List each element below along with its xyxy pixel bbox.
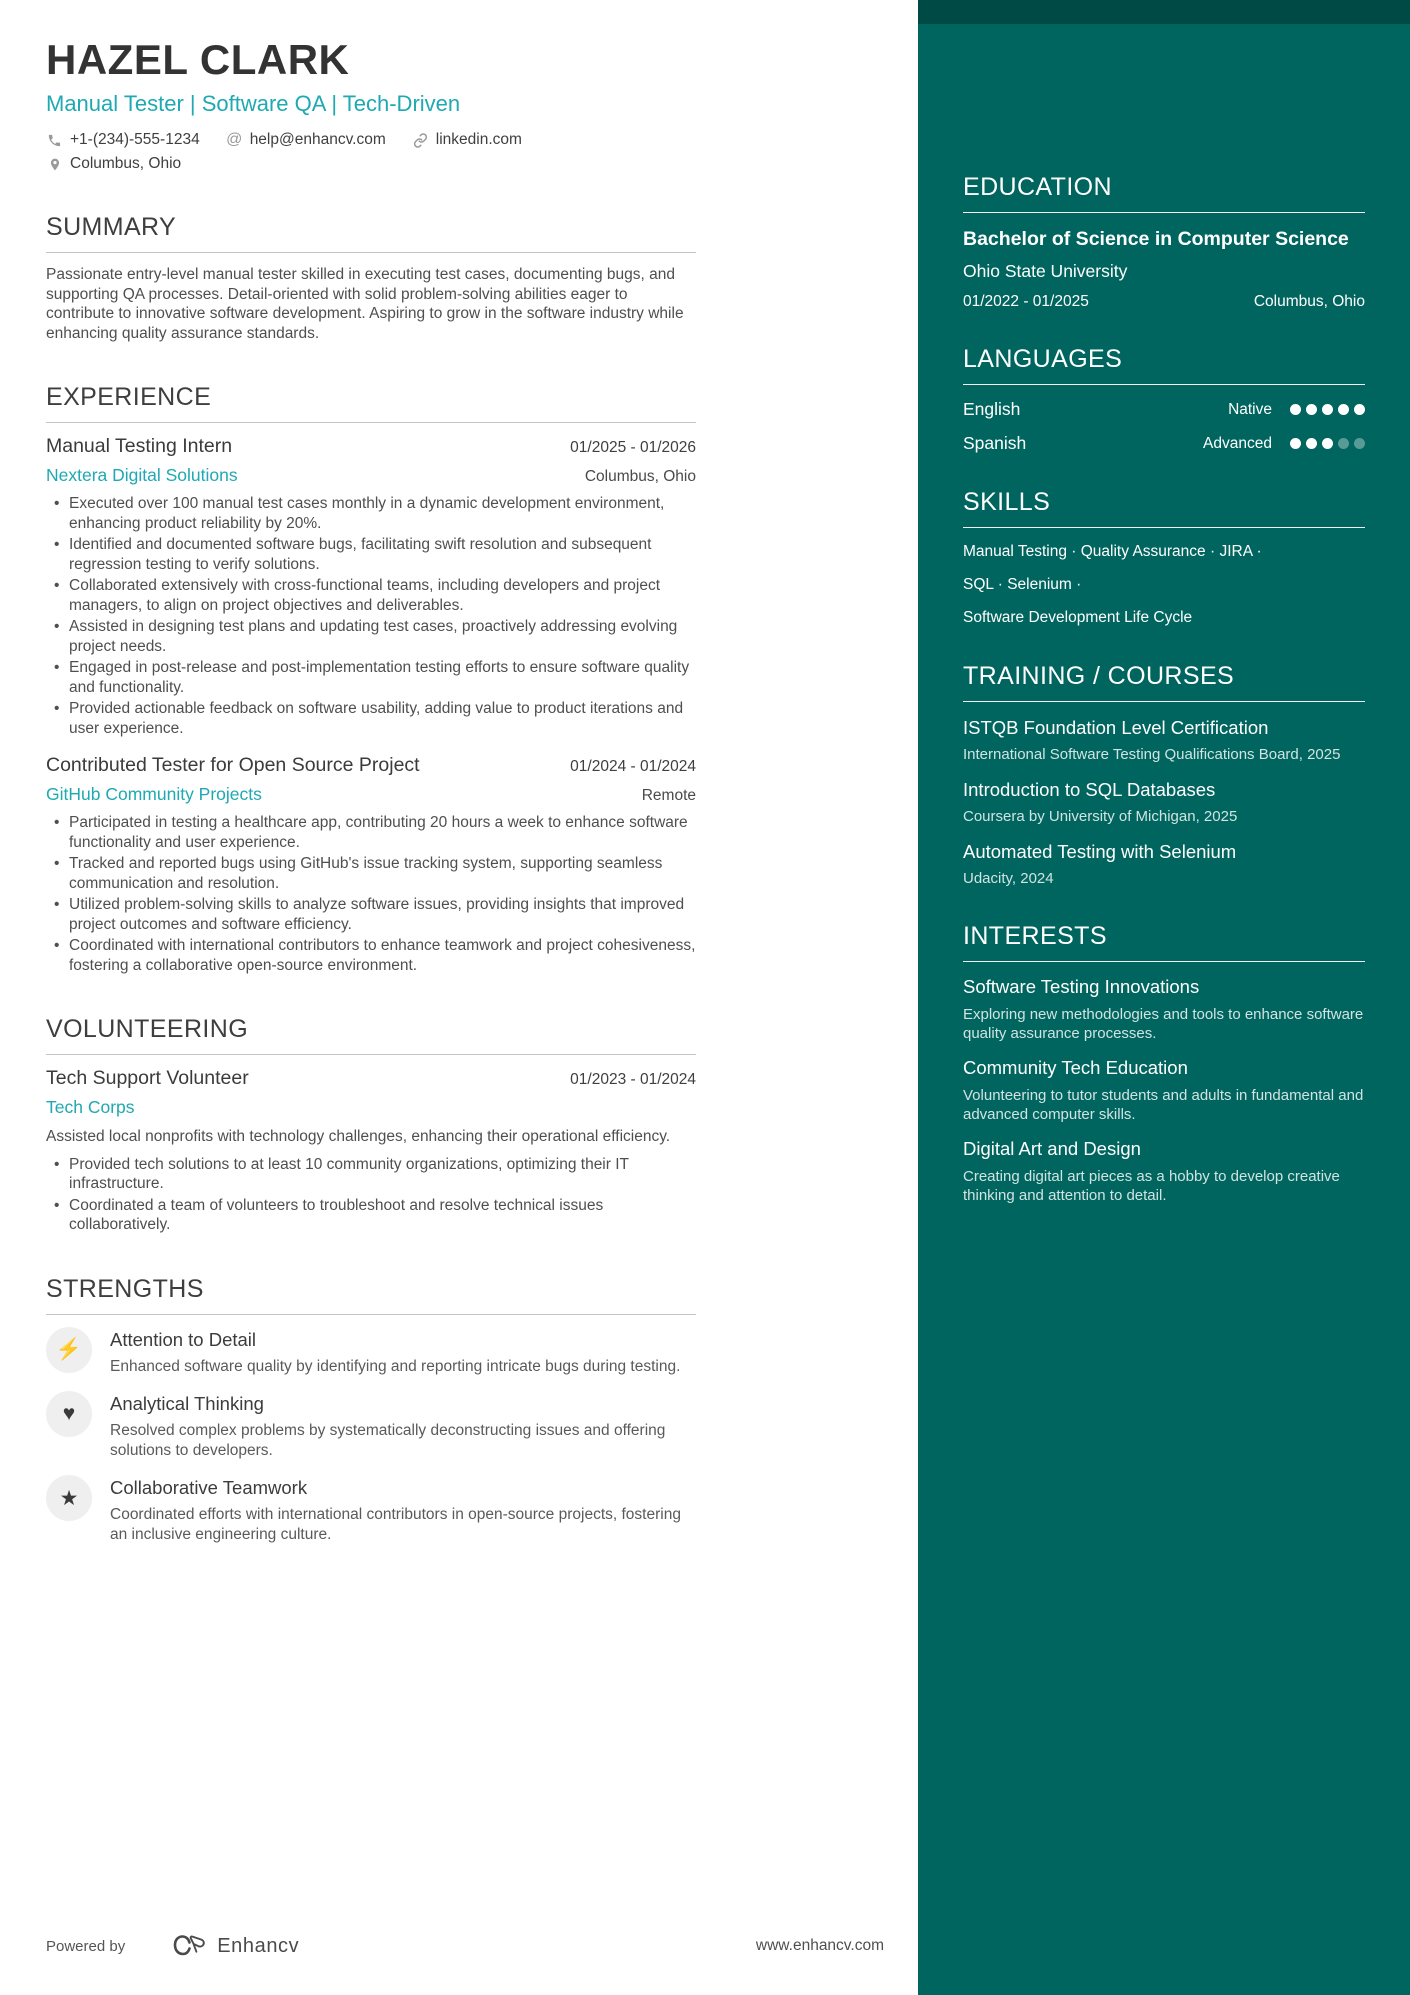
languages-heading: LANGUAGES	[963, 345, 1123, 373]
brand-name: Enhancv	[217, 1934, 300, 1957]
lightning-bolt-icon: ⚡	[46, 1327, 92, 1373]
strength-item	[46, 1475, 696, 1544]
interest-item	[963, 1138, 1365, 1205]
volunteer-org: Tech Corps	[46, 1097, 135, 1117]
location-contact	[46, 155, 181, 173]
job-bullet: • Tracked and reported bugs using GitHub's issue tracking system, supporting seamless communication and resolution.	[46, 854, 696, 893]
job-bullet: • Provided actionable feedback on software usability, adding value to product iterations and user experience.	[46, 699, 696, 738]
volunteer-dates: 01/2023 - 01/2024	[570, 1071, 696, 1088]
volunteer-bullet: • Provided tech solutions to at least 10 community organizations, optimizing their IT infrastructure.	[46, 1155, 696, 1194]
strength-item	[46, 1391, 696, 1460]
job-bullet: • Assisted in designing test plans and updating test cases, proactively addressing evolving project needs.	[46, 617, 696, 656]
skills-line: Software Development Life Cycle	[963, 609, 1193, 626]
language-row	[963, 433, 1365, 454]
school-name: Ohio State University	[963, 261, 1128, 281]
strength-text: Enhanced software quality by identifying and reporting intricate bugs during testing.	[110, 1357, 681, 1375]
interest-title: Software Testing Innovations	[963, 976, 1200, 997]
email-at-icon: @	[226, 131, 243, 148]
phone-contact[interactable]	[46, 131, 200, 149]
link-icon	[412, 132, 429, 149]
phone-icon	[46, 132, 63, 149]
linkedin-url: linkedin.com	[435, 131, 522, 148]
language-level: Advanced	[1203, 434, 1272, 452]
language-proficiency-dots	[1290, 404, 1365, 415]
job-location: Columbus, Ohio	[584, 468, 696, 485]
degree-title: Bachelor of Science in Computer Science	[963, 228, 1349, 250]
training-section	[963, 662, 1365, 888]
job-company: GitHub Community Projects	[46, 784, 262, 804]
volunteering-section	[46, 1015, 696, 1235]
job-bullet: • Utilized problem-solving skills to analyze software issues, providing insights that improved project outcomes and software efficiency.	[46, 895, 696, 934]
education-dates: 01/2022 - 01/2025	[963, 293, 1089, 310]
job-bullet: • Executed over 100 manual test cases monthly in a dynamic development environment, enhancing product reliability by 20%.	[46, 494, 696, 533]
contact-info	[46, 131, 696, 173]
job-bullet: • Participated in testing a healthcare app, contributing 20 hours a week to enhance software functionality and user experience.	[46, 813, 696, 852]
strength-text: Coordinated efforts with international contributors in open-source projects, fostering an inclusive engineering culture.	[110, 1506, 681, 1543]
strength-title: Attention to Detail	[110, 1328, 257, 1350]
header	[46, 36, 696, 173]
sidebar-divider	[963, 961, 1365, 962]
enhancv-logo-icon	[173, 1933, 207, 1959]
job-company: Nextera Digital Solutions	[46, 465, 238, 485]
course-item	[963, 840, 1365, 888]
job-title: Manual Testing Intern	[46, 435, 233, 457]
section-divider	[46, 1054, 696, 1055]
education-heading: EDUCATION	[963, 173, 1112, 201]
job-bullet-list	[46, 813, 696, 975]
course-title: Automated Testing with Selenium	[963, 841, 1237, 862]
job-bullet: • Collaborated extensively with cross-functional teams, including developers and project managers, to align on project objectives and deliverables.	[46, 576, 696, 615]
language-name: Spanish	[963, 433, 1027, 453]
sidebar-divider	[963, 212, 1365, 213]
experience-entry	[46, 435, 696, 738]
interest-title: Community Tech Education	[963, 1057, 1188, 1078]
star-icon: ★	[46, 1475, 92, 1521]
volunteer-title: Tech Support Volunteer	[46, 1067, 249, 1089]
course-subtitle: Coursera by University of Michigan, 2025	[963, 808, 1238, 825]
job-dates: 01/2024 - 01/2024	[570, 758, 696, 775]
linkedin-contact[interactable]	[412, 131, 522, 149]
volunteer-description: Assisted local nonprofits with technology challenges, enhancing their operational efficiency.	[46, 1128, 671, 1145]
language-level: Native	[1228, 400, 1272, 418]
skills-section	[963, 488, 1365, 628]
language-proficiency-dots	[1290, 438, 1365, 449]
location-text: Columbus, Ohio	[70, 155, 182, 172]
course-item	[963, 778, 1365, 826]
job-bullet-list	[46, 494, 696, 738]
interest-text: Creating digital art pieces as a hobby to develop creative thinking and attention to detail.	[963, 1168, 1340, 1204]
phone-number: +1-(234)-555-1234	[70, 131, 200, 148]
interest-title: Digital Art and Design	[963, 1138, 1141, 1159]
sidebar-top-band	[918, 0, 1410, 24]
experience-entry	[46, 754, 696, 975]
language-row	[963, 399, 1365, 420]
strengths-section	[46, 1275, 696, 1545]
job-location: Remote	[641, 787, 696, 804]
interest-text: Volunteering to tutor students and adults in fundamental and advanced computer skills.	[963, 1087, 1364, 1123]
experience-heading: EXPERIENCE	[46, 383, 212, 411]
interest-text: Exploring new methodologies and tools to enhance software quality assurance processes.	[963, 1006, 1364, 1042]
email-address: help@enhancv.com	[249, 131, 386, 148]
section-divider	[46, 1314, 696, 1315]
language-name: English	[963, 399, 1021, 419]
volunteer-bullet-list	[46, 1155, 696, 1235]
interests-heading: INTERESTS	[963, 922, 1107, 950]
education-location: Columbus, Ohio	[1253, 293, 1365, 310]
strength-item	[46, 1327, 696, 1377]
heart-icon: ♥	[46, 1391, 92, 1437]
strength-title: Collaborative Teamwork	[110, 1477, 308, 1498]
job-bullet: • Identified and documented software bugs, facilitating swift resolution and subsequent regression testing to verify solutions.	[46, 535, 696, 574]
website-url[interactable]: www.enhancv.com	[755, 1937, 884, 1954]
sidebar-divider	[963, 384, 1365, 385]
sidebar-divider	[963, 701, 1365, 702]
person-name: HAZEL CLARK	[46, 36, 350, 83]
course-subtitle: International Software Testing Qualifications Board, 2025	[963, 746, 1341, 763]
section-divider	[46, 422, 696, 423]
course-title: Introduction to SQL Databases	[963, 779, 1216, 800]
strength-title: Analytical Thinking	[110, 1393, 264, 1414]
sidebar-divider	[963, 527, 1365, 528]
job-dates: 01/2025 - 01/2026	[570, 439, 696, 456]
skills-line: SQL · Selenium ·	[963, 576, 1082, 593]
skills-line: Manual Testing · Quality Assurance · JIRA ·	[963, 543, 1262, 560]
interest-item	[963, 1057, 1365, 1124]
enhancv-logo[interactable]	[173, 1933, 299, 1959]
strength-text: Resolved complex problems by systematically deconstructing issues and offering solutions to developers.	[110, 1422, 666, 1459]
location-pin-icon	[46, 156, 63, 173]
sidebar	[918, 0, 1410, 1995]
job-title: Contributed Tester for Open Source Project	[46, 754, 420, 776]
interests-section	[963, 922, 1365, 1205]
summary-text: Passionate entry-level manual tester skilled in executing test cases, documenting bugs, and supporting QA processes. Detail-oriented with solid problem-solving abilities eager to contribute to innovative software development. Aspiring to grow in the software industry while enhancing quality assurance standards.	[46, 266, 684, 342]
footer	[46, 1933, 884, 1959]
interest-item	[963, 976, 1365, 1043]
experience-section	[46, 383, 696, 975]
education-section	[963, 173, 1365, 311]
job-bullet: • Coordinated with international contributors to enhance teamwork and project cohesiveness, fostering a collaborative open-source environment.	[46, 936, 696, 975]
job-bullet: • Engaged in post-release and post-implementation testing efforts to ensure software quality and functionality.	[46, 658, 696, 697]
volunteer-bullet: • Coordinated a team of volunteers to troubleshoot and resolve technical issues collaboratively.	[46, 1196, 696, 1235]
skills-heading: SKILLS	[963, 488, 1051, 516]
course-subtitle: Udacity, 2024	[963, 870, 1054, 887]
job-headline: Manual Tester | Software QA | Tech-Driven	[46, 91, 461, 116]
email-contact[interactable]	[226, 131, 386, 149]
languages-section	[963, 345, 1365, 454]
training-heading: TRAINING / COURSES	[963, 662, 1235, 690]
strengths-heading: STRENGTHS	[46, 1274, 204, 1303]
volunteering-heading: VOLUNTEERING	[46, 1015, 249, 1043]
section-divider	[46, 252, 696, 253]
powered-by-label: Powered by	[46, 1937, 126, 1955]
course-item	[963, 716, 1365, 764]
summary-section	[46, 213, 696, 343]
course-title: ISTQB Foundation Level Certification	[963, 717, 1269, 738]
summary-heading: SUMMARY	[46, 213, 177, 241]
